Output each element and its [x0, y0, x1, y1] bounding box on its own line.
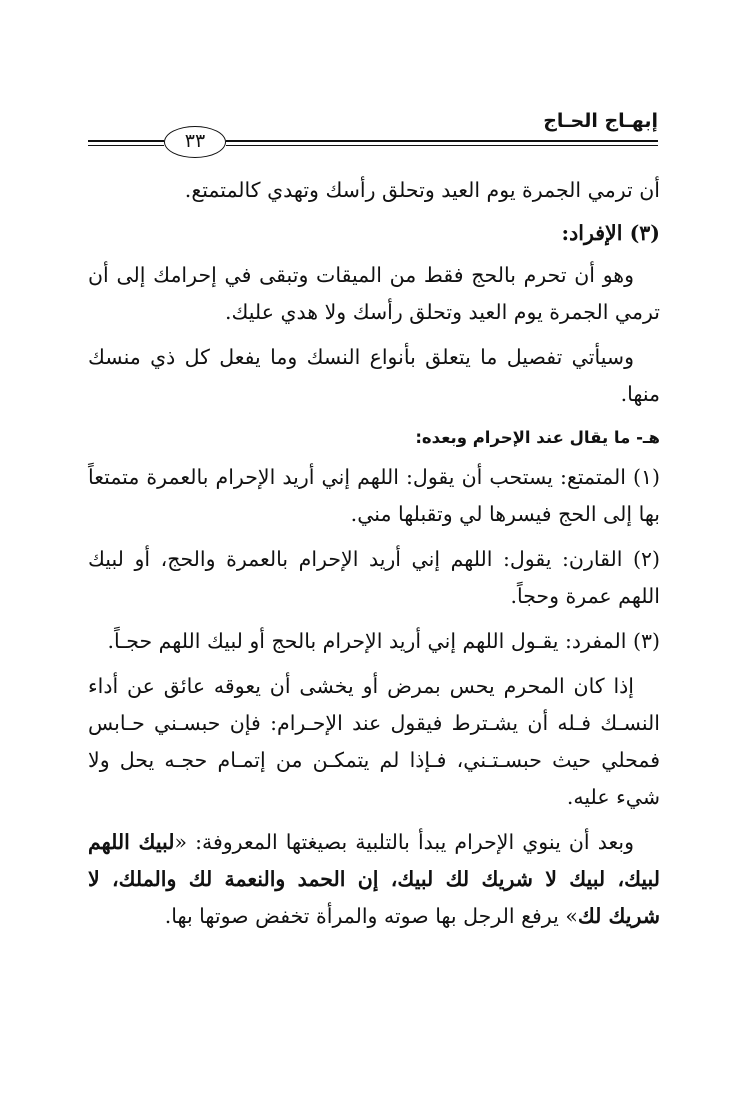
page-header: [88, 108, 658, 158]
paragraph: إذا كان المحرم يحس بمرض أو يخشى أن يعوقه عائق عن أداء النسـك فـله أن يشـترط فيقول عند الإحـرام: فإن حبسـني حـابس فمحلي حيث حبسـتـني، فـإذا لم يتمكـن من إتمـام حجـه يحل ولا شيء عليه.: [88, 674, 660, 809]
header-rule: [88, 145, 164, 146]
paragraph: وسيأتي تفصيل ما يتعلق بأنواع النسك وما يفعل كل ذي منسك منها.: [88, 345, 660, 406]
paragraph: (٣) المفرد: يقـول اللهم إني أريد الإحرام بالحج أو لبيك اللهم حجـاً.: [107, 629, 660, 653]
paragraph-text: وبعد أن ينوي الإحرام يبدأ بالتلبية بصيغتها المعروفة: «: [174, 830, 634, 854]
paragraph: وهو أن تحرم بالحج فقط من الميقات وتبقى في إحرامك إلى أن ترمي الجمرة يوم العيد وتحلق رأسك ولا هدي عليك.: [88, 263, 660, 324]
paragraph: (٢) القارن: يقول: اللهم إني أريد الإحرام بالعمرة والحج، أو لبيك اللهم عمرة وحجاً.: [88, 547, 660, 608]
header-rule: [226, 145, 658, 146]
header-rule: [88, 140, 164, 142]
page-body: [88, 172, 660, 943]
section-heading-sayings: هـ- ما يقال عند الإحرام وبعده:: [415, 428, 660, 447]
running-title: إبهـاج الحـاج: [543, 110, 658, 132]
paragraph-text: » يرفع الرجل بها صوته والمرأة تخفض صوتها بها.: [164, 904, 578, 928]
page-number: ٣٣: [164, 126, 226, 158]
header-rule: [226, 140, 658, 142]
talbiya-text: لبيك اللهم لبيك، لبيك لا شريك لك لبيك، إن الحمد والنعمة لك والملك، لا شريك لك: [88, 830, 660, 928]
paragraph: (١) المتمتع: يستحب أن يقول: اللهم إني أريد الإحرام بالعمرة متمتعاً بها إلى الحج فيسرها لي وتقبلها مني.: [88, 465, 660, 526]
paragraph: أن ترمي الجمرة يوم العيد وتحلق رأسك وتهدي كالمتمتع.: [184, 178, 660, 202]
talbiya-paragraph: [88, 824, 660, 935]
section-heading-ifrad: (٣) الإفراد:: [561, 221, 660, 245]
